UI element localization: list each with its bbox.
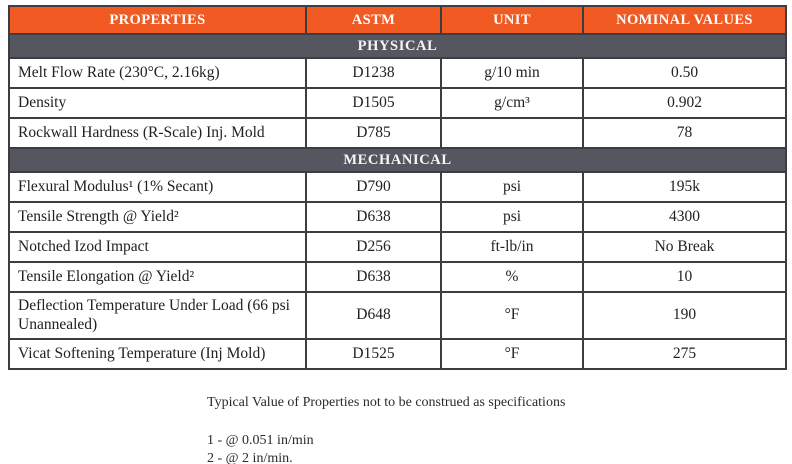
unit-cell: psi	[441, 202, 583, 232]
property-cell: Melt Flow Rate (230°C, 2.16kg)	[9, 58, 306, 88]
unit-cell: ft-lb/in	[441, 232, 583, 262]
properties-table	[8, 5, 787, 370]
value-cell: 0.50	[583, 58, 786, 88]
astm-cell: D785	[306, 118, 441, 148]
header-astm: ASTM	[306, 6, 441, 34]
disclaimer-text: Typical Value of Properties not to be construed as specifications	[207, 394, 566, 410]
value-cell: 0.902	[583, 88, 786, 118]
table-row	[9, 232, 786, 262]
section-row-mechanical	[9, 148, 786, 172]
unit-cell: g/cm³	[441, 88, 583, 118]
unit-cell	[441, 118, 583, 148]
value-cell: No Break	[583, 232, 786, 262]
value-cell: 275	[583, 339, 786, 369]
value-cell: 190	[583, 292, 786, 339]
property-cell: Tensile Elongation @ Yield²	[9, 262, 306, 292]
table-header-row	[9, 6, 786, 34]
value-cell: 4300	[583, 202, 786, 232]
astm-cell: D638	[306, 202, 441, 232]
footnote-1: 1 - @ 0.051 in/min	[207, 432, 314, 448]
astm-cell: D790	[306, 172, 441, 202]
table-row	[9, 262, 786, 292]
table-row	[9, 58, 786, 88]
section-title-mechanical: MECHANICAL	[9, 148, 786, 172]
value-cell: 195k	[583, 172, 786, 202]
table-row	[9, 88, 786, 118]
property-cell: Density	[9, 88, 306, 118]
property-cell: Tensile Strength @ Yield²	[9, 202, 306, 232]
footnote-2: 2 - @ 2 in/min.	[207, 450, 293, 464]
astm-cell: D1525	[306, 339, 441, 369]
table-row	[9, 292, 786, 339]
property-cell: Vicat Softening Temperature (Inj Mold)	[9, 339, 306, 369]
value-cell: 78	[583, 118, 786, 148]
unit-cell: psi	[441, 172, 583, 202]
header-nominal-values: NOMINAL VALUES	[583, 6, 786, 34]
unit-cell: °F	[441, 292, 583, 339]
header-unit: UNIT	[441, 6, 583, 34]
astm-cell: D1505	[306, 88, 441, 118]
property-cell: Deflection Temperature Under Load (66 psi Unannealed)	[9, 292, 306, 339]
footer-notes	[207, 395, 792, 464]
property-cell: Rockwall Hardness (R-Scale) Inj. Mold	[9, 118, 306, 148]
section-title-physical: PHYSICAL	[9, 34, 786, 58]
value-cell: 10	[583, 262, 786, 292]
astm-cell: D648	[306, 292, 441, 339]
astm-cell: D256	[306, 232, 441, 262]
table-row	[9, 172, 786, 202]
astm-cell: D638	[306, 262, 441, 292]
table-row	[9, 339, 786, 369]
unit-cell: g/10 min	[441, 58, 583, 88]
table-row	[9, 118, 786, 148]
section-row-physical	[9, 34, 786, 58]
astm-cell: D1238	[306, 58, 441, 88]
table-row	[9, 202, 786, 232]
unit-cell: %	[441, 262, 583, 292]
property-cell: Notched Izod Impact	[9, 232, 306, 262]
property-cell: Flexural Modulus¹ (1% Secant)	[9, 172, 306, 202]
unit-cell: °F	[441, 339, 583, 369]
header-properties: PROPERTIES	[9, 6, 306, 34]
